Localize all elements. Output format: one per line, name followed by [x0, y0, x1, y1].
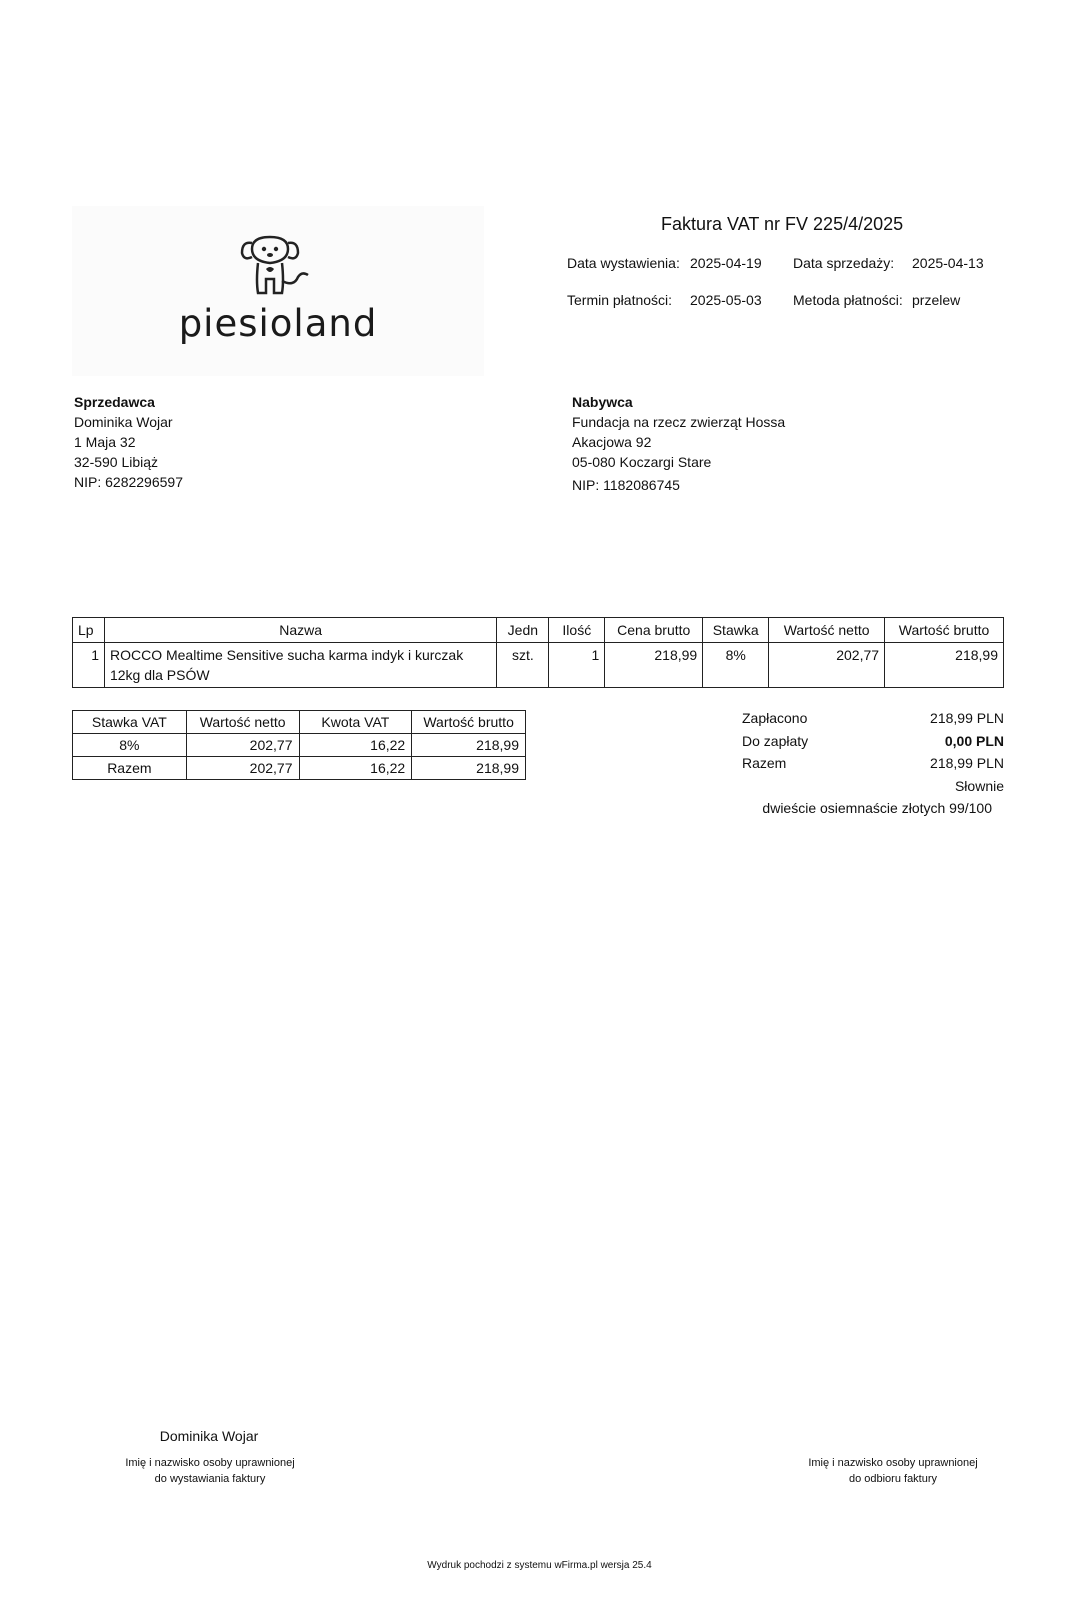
buyer-street: Akacjowa 92 [572, 434, 652, 450]
issuer-caption-line1: Imię i nazwisko osoby uprawnionej [125, 1457, 295, 1469]
buyer-city: 05-080 Koczargi Stare [572, 454, 712, 470]
col-qty: Ilość [549, 618, 605, 643]
col-name: Nazwa [104, 618, 496, 643]
col-unit: Jedn [497, 618, 549, 643]
item-unit: szt. [497, 643, 549, 688]
due-row [742, 733, 1004, 749]
total-value: 218,99 PLN [930, 755, 1004, 771]
in-words-label: Słownie [954, 778, 1004, 794]
buyer-nip: NIP: 1182086745 [572, 477, 680, 493]
issuer-caption [100, 1455, 320, 1487]
vat-col-net: Wartość netto [186, 711, 299, 734]
issue-date-label: Data wystawienia: [567, 255, 680, 271]
vat-amount: 16,22 [299, 734, 412, 757]
vat-rate: 8% [73, 734, 187, 757]
table-row [73, 734, 526, 757]
items-header-row [73, 618, 1004, 643]
col-net: Wartość netto [769, 618, 885, 643]
paid-value: 218,99 PLN [930, 710, 1004, 726]
item-lp: 1 [73, 643, 105, 688]
table-row [73, 643, 1004, 688]
item-price-gross: 218,99 [605, 643, 703, 688]
vat-table [72, 710, 526, 780]
buyer-block [572, 392, 785, 495]
amount-due-label: Do zapłaty [742, 733, 809, 749]
item-gross: 218,99 [885, 643, 1004, 688]
invoice-title: Faktura VAT nr FV 225/4/2025 [661, 214, 904, 234]
sale-date-label: Data sprzedaży: [793, 255, 895, 271]
amount-due-value: 0,00 PLN [944, 733, 1004, 749]
footer-note: Wydruk pochodzi z systemu wFirma.pl wersja 25.4 [427, 1560, 652, 1571]
item-name-line2: 12kg dla PSÓW [109, 667, 210, 683]
seller-name: Dominika Wojar [74, 414, 173, 430]
dog-logo-icon [222, 231, 322, 301]
item-name-line1: ROCCO Mealtime Sensitive sucha karma indyk i kurczak [109, 647, 464, 663]
sale-date-value: 2025-04-13 [912, 255, 984, 271]
vat-net: 202,77 [186, 734, 299, 757]
issuer-name: Dominika Wojar [159, 1428, 259, 1444]
company-logo [72, 206, 484, 376]
amount-in-words: dwieście osiemnaście złotych 99/100 [762, 800, 992, 816]
col-rate: Stawka [703, 618, 769, 643]
item-qty: 1 [549, 643, 605, 688]
buyer-name: Fundacja na rzecz zwierząt Hossa [572, 414, 786, 430]
buyer-heading: Nabywca [572, 394, 633, 410]
seller-city: 32-590 Libiąż [74, 454, 159, 470]
vat-total-amount: 16,22 [299, 757, 412, 780]
item-name [104, 643, 496, 688]
payment-method-label: Metoda płatności: [793, 292, 903, 308]
issuer-caption-line2: do wystawiania faktury [154, 1473, 266, 1485]
due-date-label: Termin płatności: [567, 292, 673, 308]
seller-heading: Sprzedawca [74, 394, 155, 410]
paid-row [742, 710, 1004, 726]
total-label: Razem [742, 755, 787, 771]
receiver-caption-line1: Imię i nazwisko osoby uprawnionej [808, 1457, 978, 1469]
item-rate: 8% [703, 643, 769, 688]
col-gross: Wartość brutto [885, 618, 1004, 643]
seller-block [74, 392, 183, 492]
vat-gross: 218,99 [412, 734, 526, 757]
items-table [72, 617, 1004, 688]
vat-col-rate: Stawka VAT [73, 711, 187, 734]
item-net: 202,77 [769, 643, 885, 688]
vat-total-gross: 218,99 [412, 757, 526, 780]
due-date-value: 2025-05-03 [690, 292, 762, 308]
receiver-caption-line2: do odbioru faktury [848, 1473, 938, 1485]
vat-total-net: 202,77 [186, 757, 299, 780]
receiver-caption [783, 1455, 1003, 1487]
vat-header-row [73, 711, 526, 734]
logo-brand-text: piesioland [178, 302, 378, 345]
vat-total-label: Razem [73, 757, 187, 780]
vat-col-amount: Kwota VAT [299, 711, 412, 734]
payment-method-value: przelew [912, 292, 961, 308]
col-price-gross: Cena brutto [605, 618, 703, 643]
total-row [742, 755, 1004, 771]
table-row [73, 757, 526, 780]
col-lp: Lp [73, 618, 105, 643]
issue-date-value: 2025-04-19 [690, 255, 762, 271]
seller-nip: NIP: 6282296597 [74, 474, 183, 490]
seller-street: 1 Maja 32 [74, 434, 136, 450]
vat-col-gross: Wartość brutto [412, 711, 526, 734]
paid-label: Zapłacono [742, 710, 808, 726]
